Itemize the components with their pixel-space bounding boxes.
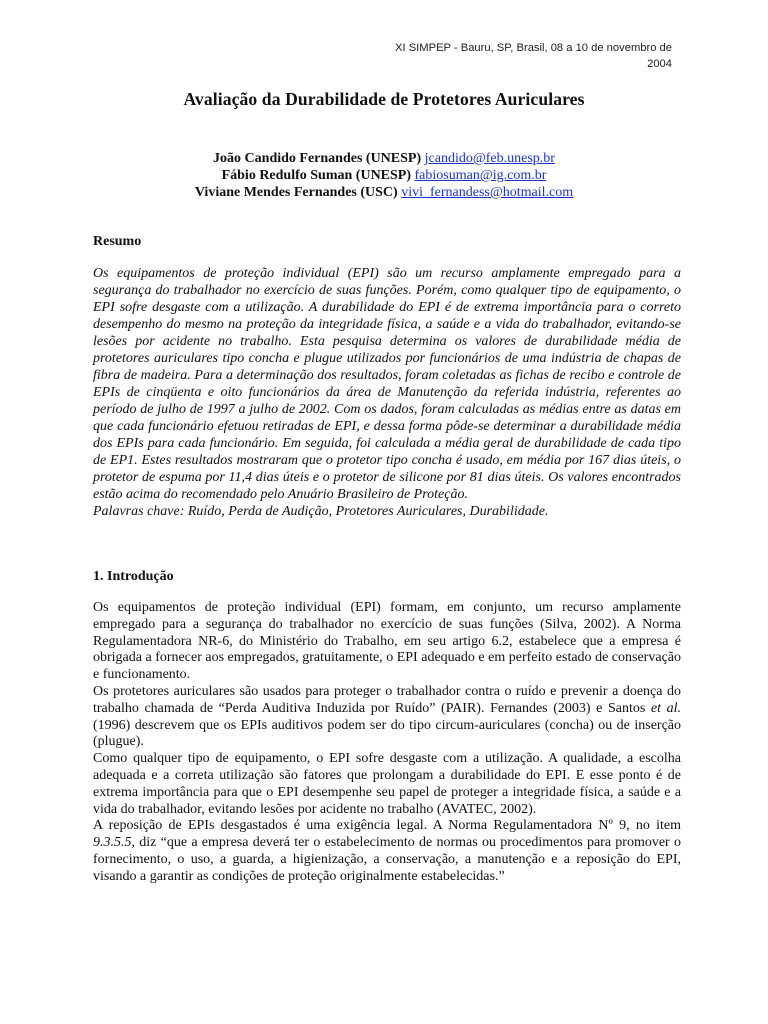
author-name: Fábio Redulfo Suman (UNESP) (221, 168, 412, 183)
author-email-link[interactable]: vivi_fernandess@hotmail.com (401, 185, 574, 200)
author-line (0, 167, 768, 184)
author-email-link[interactable]: jcandido@feb.unesp.br (424, 151, 555, 166)
author-name: João Candido Fernandes (UNESP) (213, 151, 422, 166)
author-line (0, 184, 768, 201)
intro-text-italic: 9.3.5.5, (93, 835, 135, 851)
intro-text: Os protetores auriculares são usados para proteger o trabalhador contra o ruído e prevenir a doença do trabalho chamada de “Perda Auditiva Induzida por Ruído” (PAIR). Fernandes (2003) e Santos (93, 683, 681, 716)
intro-paragraph: Os equipamentos de proteção individual (EPI) formam, em conjunto, um recurso amplamente empregado para a segurança do trabalhador no exercício de suas funções (Silva, 2002). A Norma Regulamentadora NR-6, do Ministério do Trabalho, em seu artigo 6.2, estabelece que a empresa é obrigada a fornecer aos empregados, gratuitamente, o EPI adequado e em perfeito estado de conservação e funcionamento. (93, 600, 681, 683)
conference-header-line2: 2004 (647, 58, 672, 70)
conference-header-line1: XI SIMPEP - Bauru, SP, Brasil, 08 a 10 de novembro de (395, 42, 672, 54)
author-email-link[interactable]: fabiosuman@ig.com.br (414, 168, 547, 183)
intro-paragraph: Como qualquer tipo de equipamento, o EPI sofre desgaste com a utilização. A qualidade, a escolha adequada e a correta utilização são fatores que prolongam a durabilidade do EPI. E esse ponto é de extrema importância para que o EPI desempenhe seu papel de proteger a integridade física, a saúde e a vida do trabalhador, evitando lesões por acidente no trabalho (AVATEC, 2002). (93, 751, 681, 817)
abstract-body (93, 265, 681, 520)
author-list (0, 150, 768, 201)
intro-text: A reposição de EPIs desgastados é uma exigência legal. A Norma Regulamentadora Nº 9, no item (93, 818, 681, 834)
introduction-body (93, 600, 681, 886)
paper-title: Avaliação da Durabilidade de Protetores Auriculares (183, 89, 585, 109)
conference-header (352, 40, 672, 72)
intro-paragraph (93, 684, 681, 751)
author-line (0, 150, 768, 167)
intro-text-italic: et al. (650, 700, 682, 716)
intro-text: (1996) descrevem que os EPIs auditivos podem ser do tipo circum-auriculares (concha) ou de inserção (plugue). (93, 717, 681, 750)
intro-paragraph (93, 818, 681, 885)
intro-text: diz “que a empresa deverá ter o estabelecimento de normas ou procedimentos para promover o fornecimento, o uso, a guarda, a higienização, a conservação, a manutenção e a reposição do EPI, visando a garantir as condições de proteção originalmente estabelecidas.” (93, 835, 681, 884)
author-name: Viviane Mendes Fernandes (USC) (194, 185, 398, 200)
abstract-keywords: Palavras chave: Ruído, Perda de Audição, Protetores Auriculares, Durabilidade. (93, 504, 549, 519)
abstract-text: Os equipamentos de proteção individual (EPI) são um recurso amplamente empregado para a segurança do trabalhador no exercício de suas funções. Porém, como qualquer tipo de equipamento, o EPI sofre desgaste com a utilização. A durabilidade do EPI é de extrema importância para o correto desempenho do mesmo na proteção da integridade física, a saúde e a vida do trabalhador, evitando-se lesões por acidente no trabalho. Esta pesquisa determina os valores de durabilidade média de protetores auriculares tipo concha e plugue utilizados por funcionários de uma indústria de chapas de fibra de madeira. Para a determinação dos resultados, foram coletadas as fichas de recibo e controle de EPIs de cinqüenta e oito funcionários da área de Manutenção da referida indústria, referentes ao período de julho de 1997 a julho de 2002. Com os dados, foram calculadas as médias entre as datas em que cada funcionário efetuou retiradas de EPI, e dessa forma pôde-se determinar a durabilidade média dos EPIs para cada funcionário. Em seguida, foi calculada a média geral de durabilidade de cada tipo de EP1. Estes resultados mostraram que o protetor tipo concha é usado, em média por 167 dias úteis, o protetor de espuma por 11,4 dias úteis e o protetor de silicone por 81 dias úteis. Os valores encontrados estão acima do recomendado pelo Anuário Brasileiro de Proteção. (93, 266, 681, 502)
abstract-heading: Resumo (93, 234, 142, 249)
introduction-heading: 1. Introdução (93, 569, 174, 584)
